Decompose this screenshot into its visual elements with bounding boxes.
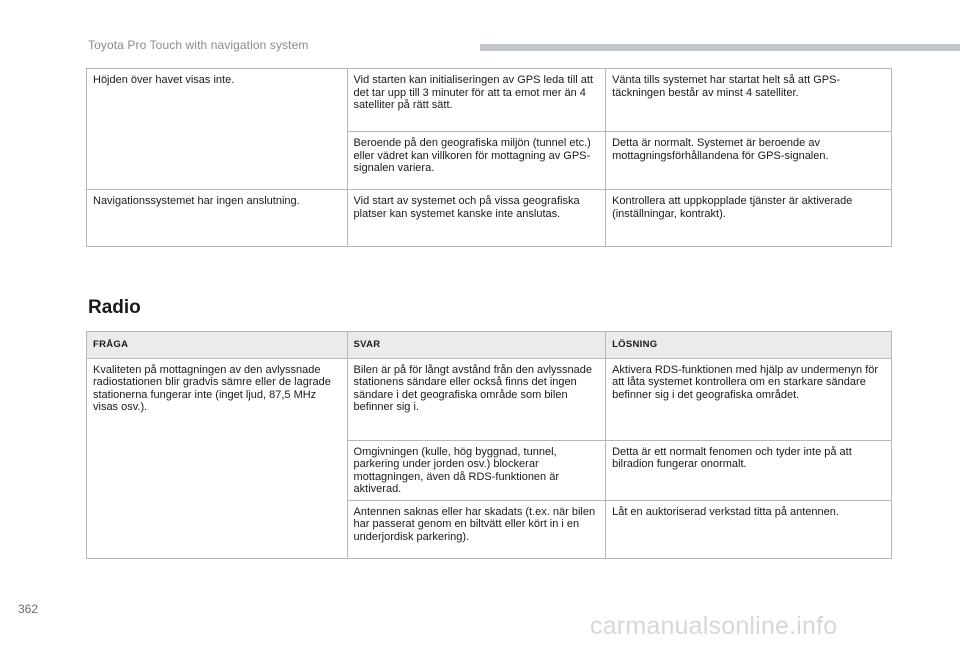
cause-cell: Vid start av systemet och på vissa geografiska platser kan systemet kanske inte anslutas. bbox=[347, 190, 606, 247]
question-cell: Navigationssystemet har ingen anslutning. bbox=[87, 190, 348, 247]
radio-troubleshooting-table bbox=[86, 331, 892, 559]
table-row bbox=[87, 69, 892, 132]
header-divider-bar bbox=[480, 44, 960, 51]
header-solution: LÖSNING bbox=[606, 332, 892, 359]
answer-cell: Omgivningen (kulle, hög byggnad, tunnel, parkering under jorden osv.) blockerar mottagningen, även då RDS-funktionen är aktiverad. bbox=[347, 440, 606, 500]
question-cell: Kvaliteten på mottagningen av den avlyssnade radiostationen blir gradvis sämre eller de lagrade stationerna fungerar inte (inget ljud, 87,5 MHz visas osv.). bbox=[87, 358, 348, 558]
section-title-radio: Radio bbox=[88, 297, 141, 318]
running-header-title: Toyota Pro Touch with navigation system bbox=[88, 38, 309, 52]
header-question: FRÅGA bbox=[87, 332, 348, 359]
cause-cell: Vid starten kan initialiseringen av GPS leda till att det tar upp till 3 minuter för att ta emot mer än 4 satelliter på rätt sätt. bbox=[347, 69, 606, 132]
solution-cell: Kontrollera att uppkopplade tjänster är aktiverade (inställningar, kontrakt). bbox=[606, 190, 892, 247]
solution-cell: Aktivera RDS-funktionen med hjälp av undermenyn för att låta systemet kontrollera om en starkare sändare befinner sig i det geografiska området. bbox=[606, 358, 892, 440]
header-answer: SVAR bbox=[347, 332, 606, 359]
table-header-row bbox=[87, 332, 892, 359]
answer-cell: Bilen är på för långt avstånd från den avlyssnade stationens sändare eller också finns det ingen sändare i det geografiska område som bilen befinner sig i. bbox=[347, 358, 606, 440]
solution-cell: Låt en auktoriserad verkstad titta på antennen. bbox=[606, 500, 892, 558]
solution-cell: Detta är normalt. Systemet är beroende av mottagningsförhållandena för GPS-signalen. bbox=[606, 132, 892, 190]
solution-cell: Detta är ett normalt fenomen och tyder inte på att bilradion fungerar onormalt. bbox=[606, 440, 892, 500]
table-row bbox=[87, 190, 892, 247]
answer-cell: Antennen saknas eller har skadats (t.ex. när bilen har passerat genom en biltvätt eller kört in i en underjordisk parkering). bbox=[347, 500, 606, 558]
solution-cell: Vänta tills systemet har startat helt så att GPS-täckningen består av minst 4 satelliter. bbox=[606, 69, 892, 132]
table-row bbox=[87, 358, 892, 440]
page-number: 362 bbox=[18, 602, 39, 616]
site-watermark: carmanualsonline.info bbox=[590, 612, 838, 640]
question-cell: Höjden över havet visas inte. bbox=[87, 69, 348, 190]
gps-troubleshooting-table bbox=[86, 68, 892, 247]
cause-cell: Beroende på den geografiska miljön (tunnel etc.) eller vädret kan villkoren för mottagning av GPS-signalen variera. bbox=[347, 132, 606, 190]
